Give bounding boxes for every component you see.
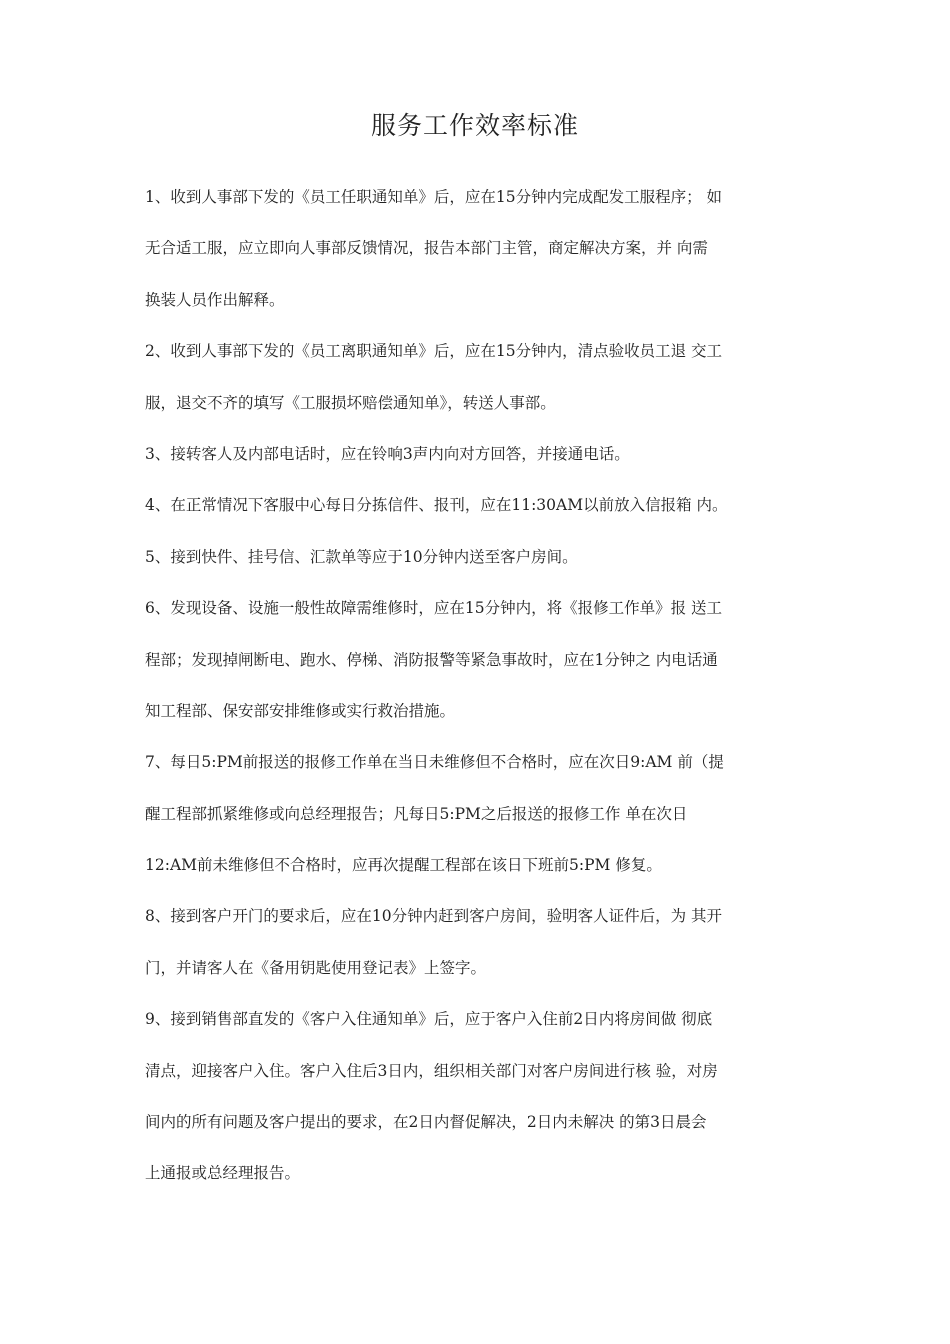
- text-line: [145, 891, 825, 942]
- text-line: [145, 223, 825, 274]
- text-line: [145, 172, 825, 223]
- text-line: [145, 635, 825, 686]
- line-text: 12:AM前未维修但不合格时，应再次提醒工程部在该日下班前5:PM 修复。: [145, 856, 662, 875]
- text-line: [145, 686, 825, 737]
- line-text: 5、接到快件、挂号信、汇款单等应于10分钟内送至客户房间。: [145, 547, 578, 566]
- page-title: 服务工作效率标准: [370, 111, 579, 140]
- line-text: 6、发现设备、设施一般性故障需维修时，应在15分钟内，将《报修工作单》报 送工: [145, 599, 723, 618]
- text-line: [145, 275, 825, 326]
- line-text: 无合适工服，应立即向人事部反馈情况，报告本部门主管，商定解决方案，并 向需: [145, 239, 708, 258]
- line-text: 上通报或总经理报告。: [145, 1164, 301, 1183]
- line-text: 知工程部、保安部安排维修或实行救治措施。: [145, 701, 456, 720]
- text-line: [145, 1148, 825, 1199]
- text-line: [145, 429, 825, 480]
- line-text: 间内的所有问题及客户提出的要求，在2日内督促解决，2日内未解决 的第3日晨会: [145, 1113, 707, 1132]
- line-text: 1、收到人事部下发的《员工任职通知单》后，应在15分钟内完成配发工服程序； 如: [145, 188, 723, 206]
- text-line: [145, 480, 825, 531]
- text-line: [145, 737, 825, 788]
- text-line: [145, 994, 825, 1045]
- line-text: 2、收到人事部下发的《员工离职通知单》后，应在15分钟内，清点验收员工退 交工: [145, 342, 723, 361]
- text-line: [145, 378, 825, 429]
- text-line: [145, 943, 825, 994]
- line-text: 9、接到销售部直发的《客户入住通知单》后，应于客户入住前2日内将房间做 彻底: [145, 1010, 713, 1029]
- line-text: 醒工程部抓紧维修或向总经理报告；凡每日5:PM之后报送的报修工作 单在次日: [145, 804, 688, 823]
- line-text: 清点，迎接客户入住。客户入住后3日内，组织相关部门对客户房间进行核 验，对房: [145, 1061, 718, 1080]
- text-line: [145, 840, 825, 891]
- line-text: 4、在正常情况下客服中心每日分拣信件、报刊，应在11:30AM以前放入信报箱 内。: [145, 496, 728, 515]
- line-text: 服，退交不齐的填写《工服损坏赔偿通知单》，转送人事部。: [145, 393, 556, 412]
- text-line: [145, 583, 825, 634]
- text-line: [145, 532, 825, 583]
- line-text: 程部；发现掉闸断电、跑水、停梯、消防报警等紧急事故时，应在1分钟之 内电话通: [145, 650, 718, 669]
- text-line: [145, 326, 825, 377]
- line-text: 7、每日5:PM前报送的报修工作单在当日未维修但不合格时，应在次日9:AM 前（提: [145, 753, 724, 772]
- line-text: 3、接转客人及内部电话时，应在铃响3声内向对方回答，并接通电话。: [145, 444, 630, 463]
- line-text: 门，并请客人在《备用钥匙使用登记表》上签字。: [145, 958, 487, 977]
- text-line: [145, 1097, 825, 1148]
- document-body: [145, 172, 825, 1200]
- line-text: 8、接到客户开门的要求后，应在10分钟内赶到客户房间，验明客人证件后，为 其开: [145, 907, 723, 926]
- text-line: [145, 789, 825, 840]
- line-text: 换装人员作出解释。: [145, 290, 285, 309]
- text-line: [145, 1046, 825, 1097]
